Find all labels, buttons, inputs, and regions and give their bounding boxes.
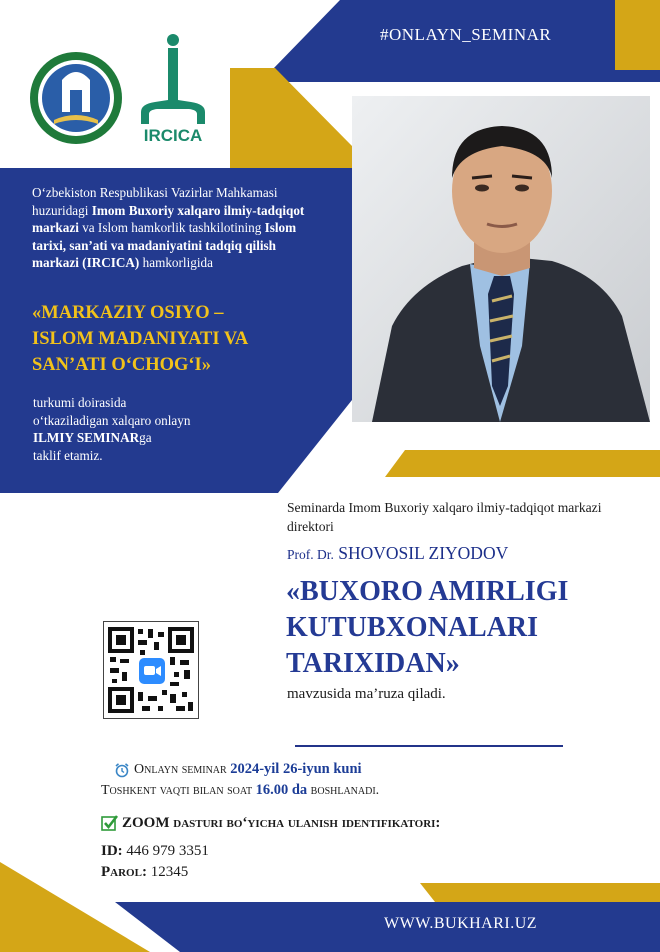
qr-code-icon [104, 622, 198, 718]
intro-bold-1: Imom Buxoriy xalqaro ilmiy-tadqiqot markazi [32, 202, 305, 235]
zoom-bold: ZOOM [122, 815, 170, 831]
speaker-fullname: SHOVOSIL ZIYODOV [338, 543, 509, 563]
website-link[interactable]: WWW.BUKHARI.UZ [384, 915, 538, 932]
lecture-title-line-2: KUTUBXONALARI [286, 612, 539, 643]
invite-line-4: taklif etamiz. [33, 447, 103, 463]
zoom-password-value[interactable]: 12345 [150, 864, 189, 880]
zoom-id [101, 843, 209, 860]
headline-line-1: «MARKAZIY OSIYO – [32, 303, 224, 323]
intro-text-2: va Islom hamkorlik tashkilotining [78, 220, 265, 235]
speaker-name [287, 543, 508, 564]
zoom-password-label: Parol: [101, 864, 147, 880]
speaker-photo [352, 96, 650, 422]
invite-line-3 [33, 429, 303, 447]
invite-line-1: turkumi doirasida [33, 395, 127, 410]
headline-line-2: ISLOM MADANIYATI VA [32, 329, 249, 349]
time-prefix: Toshkent vaqti bilan soat [101, 783, 253, 798]
time-suffix: boshlanadi. [310, 783, 380, 798]
imom-buxoriy-center-logo [28, 50, 124, 146]
top-gold-block [615, 0, 660, 70]
gold-strip-photo [385, 450, 660, 477]
director-description: Seminarda Imom Buxoriy xalqaro ilmiy-tadqiqot markazi direktori [287, 500, 602, 534]
lecture-title [286, 574, 626, 682]
zoom-id-label: ID: [101, 843, 123, 859]
zoom-id-value[interactable]: 446 979 3351 [126, 843, 209, 859]
lecture-subtitle: mavzusida ma’ruza qiladi. [287, 686, 446, 702]
intro-text-1: O‘zbekiston Respublikasi Vazirlar Mahkamasi huzuridagi [32, 185, 278, 218]
lecture-title-line-3: TARIXIDAN» [286, 648, 460, 679]
zoom-password [101, 864, 188, 881]
bottom-gold-strip [420, 883, 660, 902]
intro-text-3: hamkorligida [139, 255, 213, 270]
seminar-time [101, 782, 379, 799]
invite-line-2: o‘tkaziladigan xalqaro onlayn [33, 412, 191, 428]
section-divider [295, 745, 563, 747]
lecture-title-line-1: «BUXORO AMIRLIGI [286, 576, 569, 607]
gold-wedge [230, 68, 352, 168]
intro-bold-2: Islom tarixi, san’ati va madaniyatini tadqiq qilish markazi (IRCICA) [32, 220, 297, 270]
ircica-logo [135, 32, 211, 148]
seminar-series-title [32, 300, 332, 378]
date-value: 2024-yil 26-iyun kuni [230, 761, 362, 777]
headline-line-3: SAN’ATI O‘CHOG‘I» [32, 355, 212, 375]
invite-bold: ILMIY SEMINAR [33, 430, 140, 445]
ircica-label: IRCICA [143, 126, 203, 145]
zoom-rest: dasturi bo‘yicha ulanish identifikatori: [173, 815, 441, 831]
intro-paragraph [32, 184, 322, 272]
seminar-date [134, 761, 362, 778]
invite-suffix: ga [139, 430, 152, 445]
alarm-clock-icon [114, 762, 130, 778]
zoom-connection-label [122, 815, 440, 832]
date-prefix: Onlayn seminar [134, 762, 227, 777]
hashtag-label: #ONLAYN_SEMINAR [380, 25, 552, 44]
qr-code-frame[interactable] [103, 621, 199, 719]
checkbox-check-icon [101, 814, 119, 832]
speaker-title: Prof. Dr. [287, 547, 334, 562]
top-blue-strip [255, 70, 660, 82]
invitation-text [33, 394, 303, 464]
time-value: 16.00 da [255, 782, 308, 798]
